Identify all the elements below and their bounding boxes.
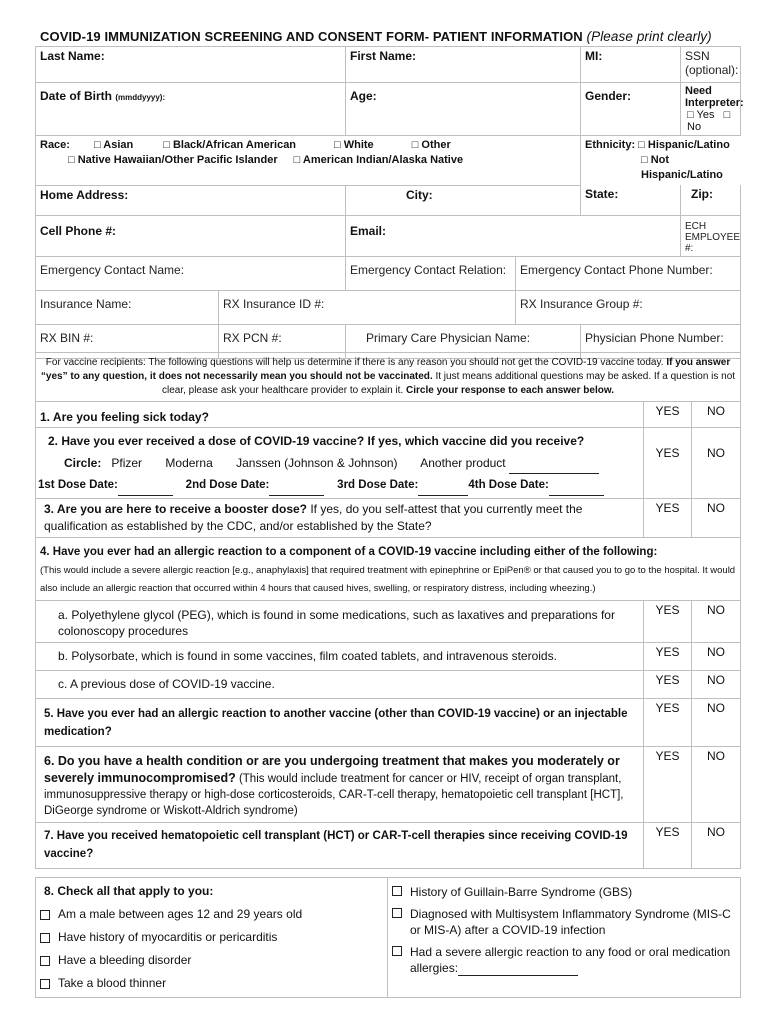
q2-yes[interactable]: YES xyxy=(644,428,692,499)
intro-text: For vaccine recipients: The following questions will help us determine if there is any reason you should not get the COVID-19 vaccine today. If you answer “yes” to any question, it does not necessarily mean you should not be vaccinated. It just means additional questions may be asked. If a question is not clear, please ask your healthcare provider to explain it. Circle your response to each answer below. xyxy=(36,353,741,402)
q4b-no[interactable]: NO xyxy=(692,643,741,671)
question-4: 4. Have you ever had an allergic reaction to a component of a COVID-19 vaccine including either of the following: (This would include a severe allergic reaction [e.g., anaphylaxis] that required treatment with epinephrine or EpiPen® or that caused you to go to the hospital. It would also include an allergic reaction that occurred within 4 hours that caused hives, swelling, or respiratory distress, including wheezing.) xyxy=(36,538,741,601)
q4b-yes[interactable]: YES xyxy=(644,643,692,671)
checkbox-icon[interactable] xyxy=(40,910,50,920)
q7-no[interactable]: NO xyxy=(692,823,741,869)
rx-insurance-group-field[interactable]: RX Insurance Group #: xyxy=(516,290,741,324)
question-4c: c. A previous dose of COVID-19 vaccine. xyxy=(36,671,644,699)
checkbox-icon[interactable] xyxy=(392,946,402,956)
state-field[interactable]: State: xyxy=(581,185,681,215)
q6-yes[interactable]: YES xyxy=(644,747,692,823)
q8-option-male-12-29[interactable]: Am a male between ages 12 and 29 years old xyxy=(40,903,383,926)
mi-field[interactable]: MI: xyxy=(581,47,681,83)
checkbox-icon[interactable] xyxy=(40,956,50,966)
q8-option-gbs[interactable]: History of Guillain-Barre Syndrome (GBS) xyxy=(392,884,736,900)
checkbox-icon[interactable] xyxy=(40,979,50,989)
question-8-left: 8. Check all that apply to you: Am a male between ages 12 and 29 years old Have history of myocarditis or pericarditis Have a bleeding disorder Take a blood thinner xyxy=(36,878,388,998)
dob-field[interactable]: Date of Birth (mmddyyyy): xyxy=(36,83,346,136)
q3-no[interactable]: NO xyxy=(692,499,741,538)
q5-yes[interactable]: YES xyxy=(644,699,692,747)
ech-employee-field[interactable]: ECH EMPLOYEE #: xyxy=(681,215,741,256)
checkbox-icon[interactable] xyxy=(392,886,402,896)
q8-option-food-allergy[interactable]: Had a severe allergic reaction to any food or oral medication allergies: xyxy=(392,944,736,976)
q4a-yes[interactable]: YES xyxy=(644,601,692,643)
ssn-field[interactable]: SSN (optional): xyxy=(681,47,741,83)
q8-option-mis[interactable]: Diagnosed with Multisystem Inflammatory Syndrome (MIS-C or MIS-A) after a COVID-19 infection xyxy=(392,906,736,938)
last-name-field[interactable]: Last Name: xyxy=(36,47,346,83)
question-2: 2. Have you ever received a dose of COVID-19 vaccine? If yes, which vaccine did you receive? Circle: Pfizer Moderna Janssen (Johnson & Johnson) Another product 1st Dose Date: 2nd Dose Date: 3rd Dose Date: 4th Dose Date: xyxy=(36,428,644,499)
q7-yes[interactable]: YES xyxy=(644,823,692,869)
question-3: 3. Are you are here to receive a booster dose? If yes, do you self-attest that you currently meet the qualification as established by the CDC, and/or established by the State? xyxy=(36,499,644,538)
rx-insurance-id-field[interactable]: RX Insurance ID #: xyxy=(219,290,516,324)
zip-field[interactable]: Zip: xyxy=(681,185,741,215)
q8-option-bleeding[interactable]: Have a bleeding disorder xyxy=(40,949,383,972)
question-5: 5. Have you ever had an allergic reaction to another vaccine (other than COVID-19 vaccine) or an injectable medication? xyxy=(36,699,644,747)
emergency-contact-phone-field[interactable]: Emergency Contact Phone Number: xyxy=(516,256,741,290)
q3-yes[interactable]: YES xyxy=(644,499,692,538)
question-4b: b. Polysorbate, which is found in some vaccines, film coated tablets, and intravenous steroids. xyxy=(36,643,644,671)
city-field[interactable]: City: xyxy=(346,185,581,215)
address-field[interactable]: Home Address: xyxy=(36,185,346,215)
race-field[interactable]: Race: □ Asian □ Black/African American □ White □ Other □ Native Hawaiian/Other Pacific Islander □ American Indian/Alaska Native xyxy=(36,136,581,186)
email-field[interactable]: Email: xyxy=(346,215,681,256)
emergency-contact-name-field[interactable]: Emergency Contact Name: xyxy=(36,256,346,290)
checkbox-icon[interactable] xyxy=(40,933,50,943)
screening-table xyxy=(35,352,741,869)
question-6: 6. Do you have a health condition or are you undergoing treatment that makes you moderately or severely immunocompromised? (This would include treatment for cancer or HIV, receipt of organ transplant, immunosuppressive therapy or high-dose corticosteroids, CAR-T-cell therapy, hematopoietic cell transplant [HCT], DiGeorge syndrome or Wiskott-Aldrich syndrome) xyxy=(36,747,644,823)
q8-option-myocarditis[interactable]: Have history of myocarditis or pericarditis xyxy=(40,926,383,949)
q4c-no[interactable]: NO xyxy=(692,671,741,699)
rx-bin-field[interactable]: RX BIN #: xyxy=(36,324,219,358)
emergency-contact-relation-field[interactable]: Emergency Contact Relation: xyxy=(346,256,516,290)
interpreter-field[interactable]: Need Interpreter: □ Yes □ No xyxy=(681,83,741,136)
q4a-no[interactable]: NO xyxy=(692,601,741,643)
ethnicity-field[interactable]: Ethnicity: □ Hispanic/Latino □ Not Hispanic/Latino xyxy=(581,136,741,186)
first-name-field[interactable]: First Name: xyxy=(346,47,581,83)
question-1: 1. Are you feeling sick today? xyxy=(36,402,644,428)
q1-no[interactable]: NO xyxy=(692,402,741,428)
question-8-right xyxy=(388,878,741,998)
gender-field[interactable]: Gender: xyxy=(581,83,681,136)
title-note: (Please print clearly) xyxy=(586,29,712,44)
question-4a: a. Polyethylene glycol (PEG), which is found in some medications, such as laxatives and preparations for colonoscopy procedures xyxy=(36,601,644,643)
physician-phone-field[interactable]: Physician Phone Number: xyxy=(581,324,741,358)
patient-info-table xyxy=(35,46,744,359)
q8-option-blood-thinner[interactable]: Take a blood thinner xyxy=(40,972,383,995)
q5-no[interactable]: NO xyxy=(692,699,741,747)
question-7: 7. Have you received hematopoietic cell transplant (HCT) or CAR-T-cell therapies since receiving COVID-19 vaccine? xyxy=(36,823,644,869)
q4c-yes[interactable]: YES xyxy=(644,671,692,699)
form-title: COVID-19 IMMUNIZATION SCREENING AND CONSENT FORM- PATIENT INFORMATION (Please print clearly) xyxy=(40,29,712,44)
checkbox-icon[interactable] xyxy=(392,908,402,918)
q6-no[interactable]: NO xyxy=(692,747,741,823)
cell-phone-field[interactable]: Cell Phone #: xyxy=(36,215,346,256)
question-8-table xyxy=(35,877,741,998)
q2-no[interactable]: NO xyxy=(692,428,741,499)
insurance-name-field[interactable]: Insurance Name: xyxy=(36,290,219,324)
pcp-name-field[interactable]: Primary Care Physician Name: xyxy=(346,324,581,358)
age-field[interactable]: Age: xyxy=(346,83,581,136)
rx-pcn-field[interactable]: RX PCN #: xyxy=(219,324,346,358)
q1-yes[interactable]: YES xyxy=(644,402,692,428)
